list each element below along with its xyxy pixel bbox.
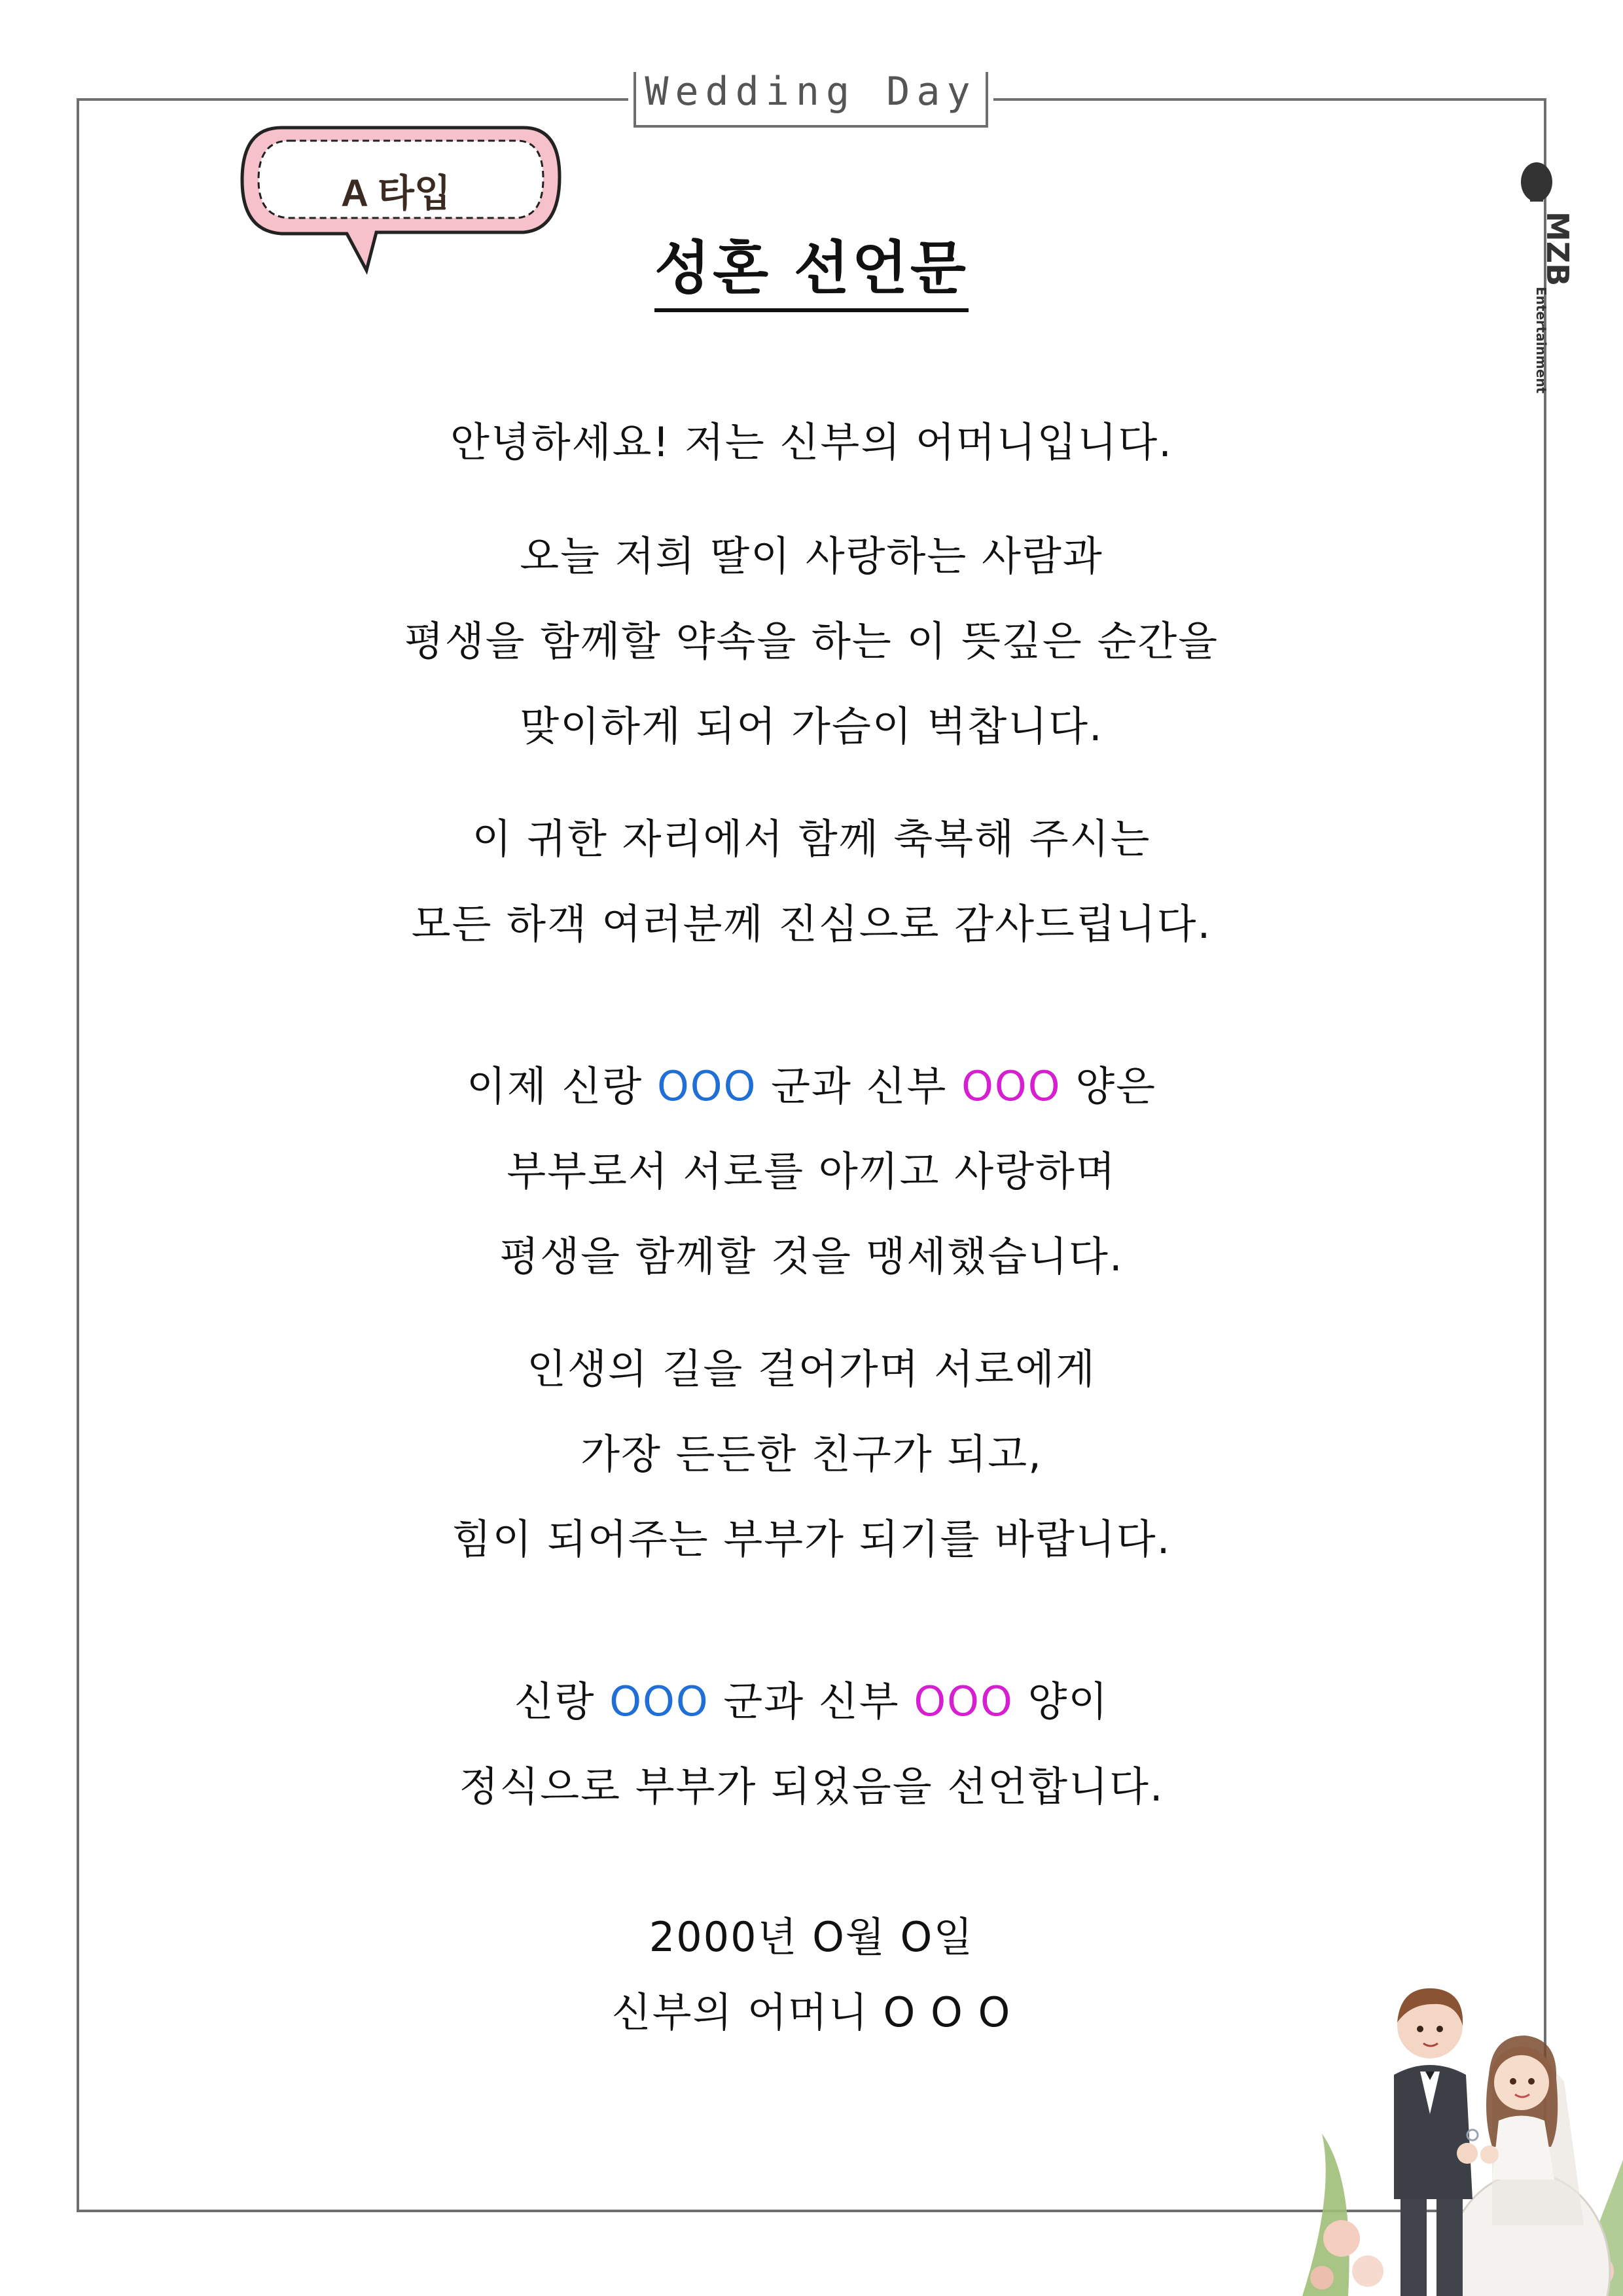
- para2-line1: 이 귀한 자리에서 함께 축복해 주시는: [472, 815, 1151, 863]
- declare-line2: 정식으로 부부가 되었음을 선언합니다.: [459, 1763, 1164, 1810]
- para1-line1: 오늘 저희 딸이 사랑하는 사람과: [520, 532, 1103, 580]
- vow-prefix: 이제 신랑: [467, 1062, 657, 1110]
- company-logo: [1517, 162, 1575, 437]
- declare-suffix: 양이: [1013, 1677, 1109, 1725]
- bride-and-groom-illustration: [1296, 1964, 1623, 2296]
- para4-line2: 가장 든든한 친구가 되고,: [580, 1430, 1043, 1478]
- para4-line1: 인생의 길을 걸어가며 서로에게: [527, 1345, 1096, 1393]
- vow-suffix: 양은: [1061, 1062, 1156, 1110]
- para1-line3: 맞이하게 되어 가슴이 벅찹니다.: [520, 702, 1103, 750]
- para1-line2: 평생을 함께할 약속을 하는 이 뜻깊은 순간을: [404, 617, 1219, 665]
- para3-line2: 평생을 함께할 것을 맹세했습니다.: [499, 1232, 1124, 1280]
- signature-line: 신부의 어머니 O O O: [611, 1988, 1012, 2036]
- groom-name-placeholder: OOO: [656, 1062, 757, 1110]
- declare-line: [0, 1676, 1623, 1728]
- vow-line: [0, 1060, 1623, 1113]
- para2-line2: 모든 하객 여러분께 진심으로 감사드립니다.: [411, 900, 1212, 948]
- groom-name-placeholder: OOO: [609, 1677, 709, 1725]
- bride-name-placeholder: OOO: [914, 1677, 1014, 1725]
- microphone-icon: [1517, 162, 1575, 437]
- date-line: 2000년 O월 O일: [649, 1913, 974, 1961]
- wedding-day-banner: Wedding Day: [645, 69, 977, 115]
- svg-text:MZB: MZB: [1540, 211, 1575, 287]
- para4-line3: 힘이 되어주는 부부가 되기를 바랍니다.: [452, 1515, 1171, 1563]
- type-label: A 타입: [341, 172, 451, 215]
- vow-middle: 군과 신부: [757, 1062, 962, 1110]
- declare-middle: 군과 신부: [709, 1677, 914, 1725]
- title-text: 성혼 선언문: [654, 234, 969, 312]
- page-title: [0, 223, 1623, 305]
- intro-line: 안녕하세요! 저는 신부의 어머니입니다.: [450, 418, 1173, 466]
- bride-name-placeholder: OOO: [961, 1062, 1061, 1110]
- svg-text:Entertainment: Entertainment: [1533, 287, 1549, 394]
- para3-line1: 부부로서 서로를 아끼고 사랑하며: [507, 1147, 1116, 1195]
- declare-prefix: 신랑: [514, 1677, 610, 1725]
